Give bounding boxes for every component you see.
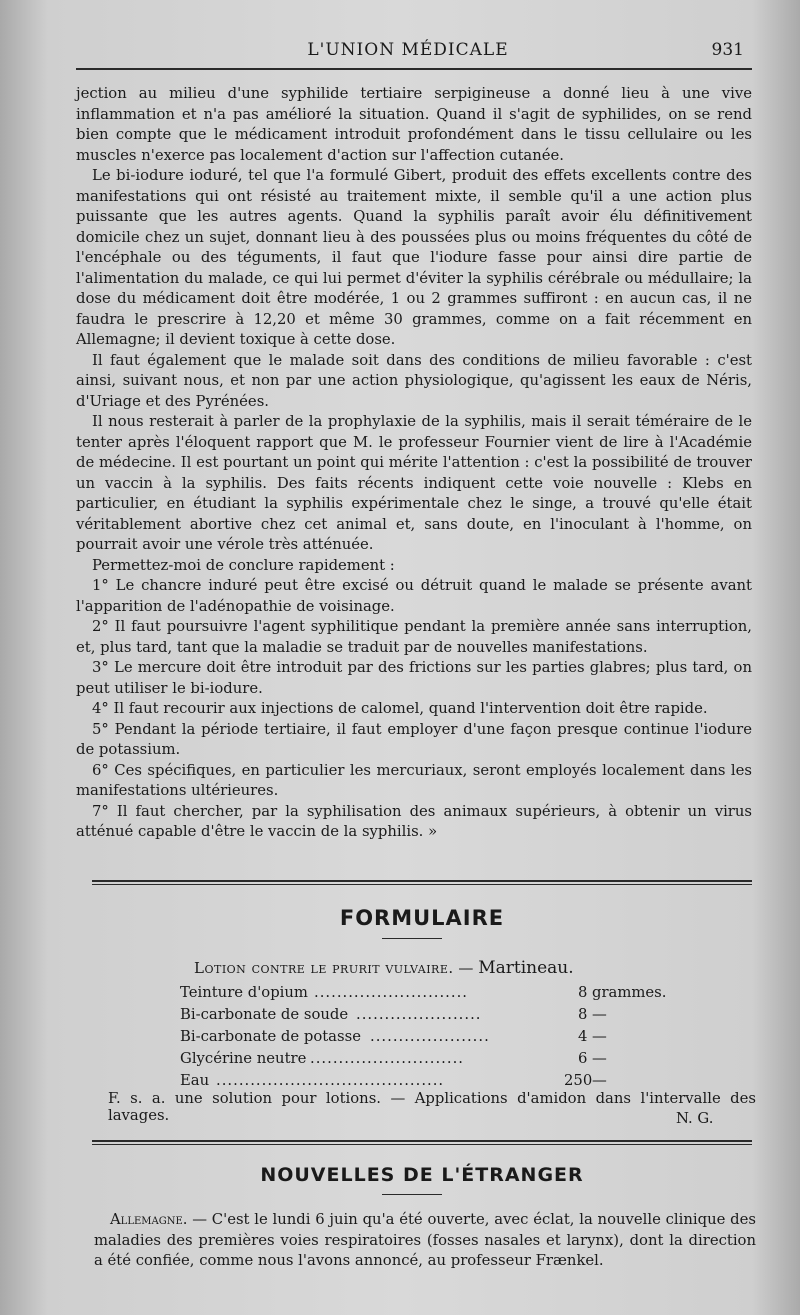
ingredient-qty: 250 [564, 1072, 593, 1089]
formula-author: Martineau. [478, 958, 574, 978]
article-body [76, 84, 752, 843]
leader-dots: ........................... [314, 984, 468, 1001]
leader-dots: ...................... [356, 1006, 482, 1023]
ingredient-unit: — [592, 1028, 607, 1045]
ingredient-name: Eau [180, 1072, 210, 1089]
ingredient-unit: — [592, 1050, 607, 1067]
formula-name: Lotion contre le prurit vulvaire. [194, 959, 454, 977]
ingredient-unit: — [592, 1006, 607, 1023]
ingredient-qty: 8 [578, 1006, 588, 1023]
page-number: 931 [711, 40, 744, 60]
paragraph: jection au milieu d'une syphilide tertiaire serpigineuse a donné lieu à une vive inflammation et n'a pas amélioré la situation. Quand il s'agit de syphilides, on se rend bien compte que le médicament introduit profondément dans le tissu cellulaire ou les muscles n'exerce pas localement d'action sur l'affection cutanée. [76, 85, 752, 164]
header-rule [76, 68, 752, 70]
conclusion-item: 1° Le chancre induré peut être excisé ou détruit quand le malade se présente avant l'apparition de l'adénopathie de voisinage. [76, 577, 752, 615]
ingredient-qty: 4 [578, 1028, 588, 1045]
ingredient-qty: 6 [578, 1050, 588, 1067]
conclusion-item: 5° Pendant la période tertiaire, il faut employer d'une façon presque continue l'iodure de potassium. [76, 720, 752, 758]
preparation-note: F. s. a. une solution pour lotions. — Applications d'amidon dans l'intervalle des lavages. [108, 1090, 756, 1124]
ingredient-qty: 8 [578, 984, 588, 1001]
ingredient-name: Teinture d'opium [180, 984, 308, 1001]
conclusion-item: 2° Il faut poursuivre l'agent syphilitique pendant la première année sans interruption, et, plus tard, tant que la maladie se traduit par de nouvelles manifestations. [76, 618, 752, 656]
formulaire-title: FORMULAIRE [339, 906, 505, 930]
conclusion-item: 6° Ces spécifiques, en particulier les mercuriaux, seront employés localement dans les manifestations ultérieures. [76, 761, 752, 799]
formula-heading [194, 958, 574, 978]
section-divider [92, 880, 752, 885]
conclusion-item: 7° Il faut chercher, par la syphilisation des animaux supérieurs, à obtenir un virus atténué capable d'être le vaccin de la syphilis. » [76, 802, 752, 840]
conclusion-item: 3° Le mercure doit être introduit par des frictions sur les parties glabres; plus tard, on peut utiliser le bi-iodure. [76, 659, 752, 697]
ingredient-name: Bi-carbonate de soude [180, 1006, 349, 1023]
news-paragraph [94, 1210, 756, 1272]
ingredient-unit: — [592, 1072, 607, 1089]
title-underline [382, 1194, 442, 1195]
leader-dots: ........................... [310, 1050, 464, 1067]
ingredient-name: Glycérine neutre [180, 1050, 307, 1067]
news-country: Allemagne. [110, 1211, 188, 1228]
paragraph: Permettez-moi de conclure rapidement : [92, 556, 395, 574]
paragraph: Il faut également que le malade soit dans des conditions de milieu favorable : c'est ainsi, suivant nous, et non par une action physiologique, qu'agissent les eaux de Néris, d'Uriage et des Pyrénées. [76, 351, 752, 410]
leader-dots: ........................................ [216, 1072, 445, 1089]
paragraph: Il nous resterait à parler de la prophylaxie de la syphilis, mais il serait téméraire de le tenter après l'éloquent rapport que M. le professeur Fournier vient de lire à l'Académie de médecine. Il est pourtant un point qui mérite l'attention : c'est la possibilité de trouver un vaccin à la syphilis. Des faits récents indiquent cette voie nouvelle : Klebs en particulier, en étudiant la syphilis expérimentale chez le singe, a trouvé qu'elle était véritablement abortive chez cet animal et, sans doute, en l'inoculant à l'homme, on pourrait avoir une vérole très atténuée. [76, 413, 752, 553]
news-text: — C'est le lundi 6 juin qu'a été ouverte, avec éclat, la nouvelle clinique des maladies des premières voies respiratoires (fosses nasales et larynx), dont la direction a été confiée, comme nous l'avons annoncé, au professeur Frænkel. [94, 1211, 756, 1269]
leader-dots: ..................... [370, 1028, 490, 1045]
running-header [78, 40, 744, 66]
journal-title: L'UNION MÉDICALE [307, 40, 509, 60]
section-divider [92, 1140, 752, 1145]
ingredient-unit: grammes. [592, 984, 667, 1001]
heading-dash: — [458, 959, 474, 977]
paragraph: Le bi-iodure ioduré, tel que l'a formulé Gibert, produit des effets excellents contre des manifestations qui ont résisté au traitement mixte, il semble qu'il a une action plus puissante que les autres agents. Quand la syphilis paraît avoir élu définitivement domicile chez un sujet, donnant lieu à des poussées plus ou moins fréquentes du côté de l'encéphale ou des téguments, il faut que l'iodure fasse pour ainsi dire partie de l'alimentation du malade, ce qui lui permet d'éviter la syphilis cérébrale ou médullaire; la dose du médicament doit être modérée, 1 ou 2 grammes suffiront : en aucun cas, il ne faudra le prescrire à 12,20 et même 30 grammes, comme on a fait récemment en Allemagne; il devient toxique à cette dose. [76, 167, 752, 348]
title-underline [382, 938, 442, 939]
nouvelles-title: NOUVELLES DE L'ÉTRANGER [260, 1164, 584, 1186]
conclusion-item: 4° Il faut recourir aux injections de calomel, quand l'intervention doit être rapide. [92, 700, 708, 717]
ingredient-name: Bi-carbonate de potasse [180, 1028, 361, 1045]
author-initials: N. G. [676, 1110, 714, 1127]
